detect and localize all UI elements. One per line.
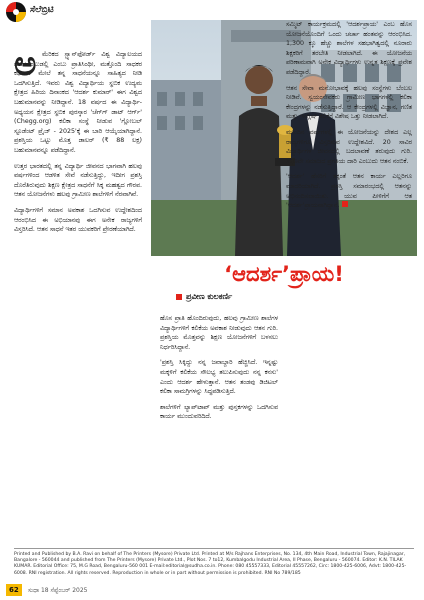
end-mark-icon xyxy=(342,201,348,207)
section-label: ಸೆಲೆಬ್ರಿಟಿ xyxy=(30,5,54,15)
magazine-logo-icon xyxy=(6,2,26,22)
paragraph: ವಿದ್ಯಾರ್ಥಿಗಳಿಗೆ ಸಮಾನ ಅವಕಾಶ ಒದಗಿಸುವ ಉದ್ದೇಶದಿಂದ ಆರಂಭಿಸಿದ ಈ ಅಭಿಯಾನವು ಈಗ ಅನೇಕ ರಾಜ್ಯಗಳಿಗೆ ವಿಸ್ತರಿಸಿದೆ. ಆತನ ಸಾಧನೆ ಇತರ ಯುವಕರಿಗೆ ಪ್ರೇರಣೆಯಾಗಿದೆ. xyxy=(14,206,142,234)
paragraph: ಮುಂದಿನ ವರ್ಷಗಳಲ್ಲಿ ಈ ಯೋಜನೆಯನ್ನು ದೇಶದ ಎಲ್ಲ ರಾಜ್ಯಗಳಿಗೂ ವಿಸ್ತರಿಸುವ ಉದ್ದೇಶವಿದೆ. 20 ಸಾವಿರ ವಿದ್ಯಾರ್ಥಿಗಳ ಜೀವನದಲ್ಲಿ ಬದಲಾವಣೆ ತರುವುದು ಗುರಿ. ಶಿಕ್ಷಣವೇ ಸಮಾಜದ ಪ್ರಗತಿಯ ದಾರಿ ಎಂಬುದು ಆತನ ನಂಬಿಕೆ. xyxy=(286,128,412,165)
article-column-3 xyxy=(286,20,412,540)
paragraph: ಶಾಲೆಗಳಿಗೆ ಲ್ಯಾಪ್‌ಟಾಪ್ ಮತ್ತು ಪುಸ್ತಕಗಳನ್ನು ಒದಗಿಸುವ ಕಾರ್ಯ ಮುಂದುವರಿದಿದೆ. xyxy=(160,403,278,421)
paragraph: 'ಪ್ರಶಸ್ತಿ ಸಿಕ್ಕಿದ್ದು ನನ್ನ ಜವಾಬ್ದಾರಿ ಹೆಚ್ಚಿಸಿದೆ. ಇನ್ನಷ್ಟು ಮಕ್ಕಳಿಗೆ ಕಲಿಕೆಯ ಸೌಲಭ್ಯ ತಲುಪಿಸುವುದು ನನ್ನ ಕನಸು' ಎಂದು ಆದರ್ಶ ಹೇಳುತ್ತಾನೆ. ಆತನ ತಂಡವು ಡಿಜಿಟಲ್ ಕಲಿಕಾ ಸಾಮಗ್ರಿಗಳನ್ನು ಸಿದ್ಧಪಡಿಸುತ್ತಿದೆ. xyxy=(160,359,278,396)
paragraph: ಆತನ ಸೇವಾ ಮನೋಭಾವಕ್ಕೆ ಹಲವು ಸಂಸ್ಥೆಗಳು ಬೆಂಬಲ ನೀಡಿವೆ. ಸ್ವಯಂಸೇವಕರು ಗ್ರಾಮೀಣ ಭಾಗಗಳಲ್ಲಿ ಕಲಿಕಾ ಕೇಂದ್ರಗಳನ್ನು ನಡೆಸುತ್ತಿದ್ದಾರೆ. ಆ ಕೇಂದ್ರಗಳಲ್ಲಿ ವಿಜ್ಞಾನ, ಗಣಿತ ಮತ್ತು ಇಂಗ್ಲಿಷ್ ಕಲಿಕೆಗೆ ವಿಶೇಷ ಒತ್ತು ನೀಡಲಾಗಿದೆ. xyxy=(286,84,412,121)
article-column-2 xyxy=(160,314,278,540)
paragraph: ಉತ್ತರ ಭಾರತದಲ್ಲಿ ತನ್ನ ವಿದ್ಯಾರ್ಥಿ ಜೀವನದ ಭಾಗವಾಗಿ ಹಲವು ವರ್ಷಗಳಿಂದ ಆಡಳಿತ ಸೇವೆ ನಡೆಸುತ್ತಿದ್ದು, ಇದೀಗ ಪ್ರಶಸ್ತಿ ದೊರೆತಿರುವುದು ಶಿಕ್ಷಣ ಕ್ಷೇತ್ರದ ಸಾಧನೆಗೆ ಸಿಕ್ಕ ಮಹತ್ವದ ಗೌರವ. ಆತನ ಯೋಜನೆಗಳು ಹಲವು ಗ್ರಾಮೀಣ ಶಾಲೆಗಳಿಗೆ ನೆರವಾಗಿವೆ. xyxy=(14,162,142,199)
closing-paragraph-text: 'ಆದರ್ಶ' ಹೆಸರಿಗೆ ತಕ್ಕಂತೆ ಆತನ ಕಾರ್ಯ ಎಲ್ಲರಿಗೂ ಮಾದರಿಯಾಗಿದೆ. ಪ್ರಶಸ್ತಿ ಸಮಾರಂಭದಲ್ಲಿ ಆತನನ್ನು ಅಭಿನಂದಿಸಲಾಯಿತು. ಯುವ ಪೀಳಿಗೆಗೆ ಆತ 'ಆದರ್ಶ'ಪ್ರಾಯನಾಗಿದ್ದಾನೆ. xyxy=(286,173,412,210)
byline-marker-icon xyxy=(176,294,182,300)
page-folio xyxy=(6,584,306,596)
paragraph xyxy=(286,172,412,210)
byline-author: ಪ್ರವೀಣ ಕುಲಕರ್ಣಿ xyxy=(186,292,233,301)
article-column-1 xyxy=(14,50,142,538)
drop-cap: ಅ xyxy=(14,44,37,84)
paragraph: ಸಮ್ಮಿಟ್ ಕಾರ್ಯಕ್ರಮದಲ್ಲಿ 'ಆದರ್ಶಪ್ರಾಯ' ಎಂಬ ಹೊಸ ಯೋಜನೆಯೊಂದಿಗೆ ಒಂದು ಚರ್ಚಾ ಹಂತವನ್ನು ಆರಂಭಿಸಿದ. 1,300 ಕ್ಕೂ ಹೆಚ್ಚು ಶಾಲೆಗಳ ಸಹಭಾಗಿತ್ವದಲ್ಲಿ ನೂರಾರು ಶಿಕ್ಷಕರಿಗೆ ತರಬೇತಿ ನೀಡಲಾಗಿದೆ. ಈ ಯೋಜನೆಯ ಪರಿಣಾಮವಾಗಿ ಅನೇಕ ವಿದ್ಯಾರ್ಥಿಗಳು ಉನ್ನತ ಶಿಕ್ಷಣಕ್ಕೆ ಪ್ರವೇಶ ಪಡೆದಿದ್ದಾರೆ. xyxy=(286,21,412,76)
paragraph: ಹೊಸ ಪ್ರಾತಿ ಹೊಂದಿರುವುದು, ಹಲವು ಗ್ರಾಮೀಣ ಶಾಲೆಗಳ ವಿದ್ಯಾರ್ಥಿಗಳಿಗೆ ಕಲಿಕೆಯ ಅವಕಾಶ ನೀಡುವುದು ಆತನ ಗುರಿ. ಪ್ರಶಸ್ತಿಯ ಮೊತ್ತವನ್ನು ಶಿಕ್ಷಣ ಯೋಜನೆಗಳಿಗೆ ಬಳಸಲು ನಿರ್ಧರಿಸಿದ್ದಾನೆ. xyxy=(160,315,278,351)
imprint-footer: Printed and Published by B.A. Ravi on behalf of The Printers (Mysore) Private Ltd. Printed at M/s Rajhans Enterprises, No. 134, 4th Main Road, Industrial Town, Rajajinagar, Bangalore - 560044 and published from The Printers (Mysore) Private Ltd., Plot Nos. 7 to12, Kumbalgodu Industrial Area, II Phase, Bengaluru - 560074. Editor: K.N. TILAK KUMAR. Editorial Office: 75, M.G Road, Bengaluru-560 001 E-mail:editorial@sudha.co.in. Phone: 080 45557333, Editorial 45557262, Circ: 1800-425-6006, Advt: 1800-425-6008. RNI registration. All rights reserved. Reproduction in whole or in part without permission is prohibited. RNI No 789/185 xyxy=(14,548,414,577)
edition-date: ಸುಧಾ 18 ಸೆಪ್ಟೆಂಬರ್ 2025 xyxy=(27,587,88,594)
paragraph: ಮೆರಿಕದ ಸ್ಟ್ಯಾನ್‌ಫೋರ್ಡ್ ವಿಶ್ವ ವಿದ್ಯಾಲಯದ ಹೊರಬೆಂಬುಡಲ್ಲಿ ಎಂಬು ಪ್ರಾತಿಸಿಂಥೀ, ಮತ್ತೊಂದಿ ಸಾಧಕರ ಕಥನಗಳ ಮೇಲೆ ತನ್ನ ಸಾಧನೆಯನ್ನೂ ಸಾಹಿತ್ಯದ ನೀಡಿ ಒದಗಿಸುತ್ತಿದೆ. ಇವರು ವಿಶ್ವ ವಿದ್ಯಾರ್ಥಿಯ ಸ್ಥಬಿಕ ಉದ್ಯಮ ಕ್ಷೇತ್ರದ ಹಿರಿಯ ದಿನಾಂಕದ 'ಆದರ್ಶ ಕುಮಾರ್' ಈಗ ವಿಶ್ವದ ಬಹುಮಾನವನ್ನು ನೀಡಿದ್ದಾನೆ. 18 ವರ್ಷದ ಈ ವಿದ್ಯಾರ್ಥಿ-ಅಧ್ಯಯನ ಕ್ಷೇತ್ರದ ಸ್ಥಬಿಕ ಪುರಸ್ಕಾರ 'ಚೆಗ್‌ಗ್ ಡಾಟ್ ಆರ್ಗ್' (Chegg.org) ಕಲಿಕಾ ಸಂಸ್ಥೆ ನೀಡುವ 'ಗ್ಲೋಬಲ್ ಸ್ಟೂಡೆಂಟ್ ಪ್ರೈಜ್ - 2025'ಕ್ಕೆ ಈ ಬಾರಿ ಆಯ್ಕೆಯಾಗಿದ್ದಾನೆ. ಪ್ರಶಸ್ತಿಯ ಒಟ್ಟು ಮೊತ್ತ ಡಾಲರ್‌ (₹ 88 ಲಕ್ಷ) ಬಹುಮಾನವನ್ನೂ ಪಡೆದಿದ್ದಾನೆ. xyxy=(14,51,142,154)
article-headline: ‘ಆದರ್ಶ’ಪ್ರಾಯ! xyxy=(151,256,417,292)
page-number: 62 xyxy=(6,584,22,596)
